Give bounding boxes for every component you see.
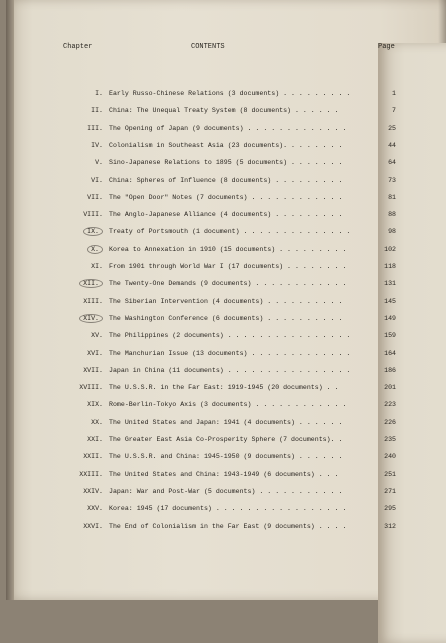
toc-row: [6, 140, 446, 152]
toc-row: [6, 261, 446, 273]
chapter-title: Rome-Berlin-Tokyo Axis (3 documents) . . . . . . . . . . . .: [109, 401, 347, 409]
toc-row: [6, 382, 446, 394]
toc-row: [6, 486, 446, 498]
chapter-title: The Philippines (2 documents) . . . . . . . . . . . . . . . .: [109, 332, 351, 340]
toc-row: [6, 330, 446, 342]
page-number: 251: [384, 470, 396, 478]
page-number: 73: [388, 176, 396, 184]
page-number: 102: [384, 245, 396, 253]
document-page: [6, 0, 446, 600]
chapter-number: XIX.: [87, 401, 103, 409]
page-number: 64: [388, 159, 396, 167]
toc-row: [6, 209, 446, 221]
chapter-column-header: Chapter: [63, 43, 93, 51]
toc-row: [6, 365, 446, 377]
page-number: 226: [384, 418, 396, 426]
chapter-number: VIII.: [83, 211, 103, 219]
toc-row: [6, 399, 446, 411]
chapter-number: XXII.: [83, 453, 103, 461]
chapter-number: XIII.: [83, 297, 103, 305]
toc-row: [6, 226, 446, 238]
chapter-title: The Washington Conference (6 documents) . . . . . . . . . .: [109, 314, 343, 322]
chapter-title: The U.S.S.R. in the Far East: 1919-1945 (20 documents) . .: [109, 384, 339, 392]
chapter-title: Treaty of Portsmouth (1 document) . . . . . . . . . . . . . .: [109, 228, 351, 236]
chapter-title: Japan: War and Post-War (5 documents) . . . . . . . . . . .: [109, 487, 343, 495]
page-number: 81: [388, 193, 396, 201]
page-number: 271: [384, 487, 396, 495]
chapter-number: XXIV.: [83, 487, 103, 495]
page-number: 201: [384, 384, 396, 392]
chapter-title: Early Russo-Chinese Relations (3 documents) . . . . . . . . .: [109, 90, 351, 97]
chapter-title: Korea to Annexation in 1910 (15 documents) . . . . . . . . .: [109, 245, 347, 253]
chapter-number: II.: [91, 107, 103, 115]
chapter-title: Korea: 1945 (17 documents) . . . . . . . . . . . . . . . . .: [109, 505, 347, 513]
toc-row: [6, 434, 446, 446]
toc-row: [6, 88, 446, 100]
contents-title: CONTENTS: [191, 43, 225, 51]
chapter-title: The End of Colonialism in the Far East (9 documents) . . . .: [109, 522, 347, 530]
toc-row: [6, 503, 446, 515]
toc-row: [6, 417, 446, 429]
chapter-number: XXI.: [87, 436, 103, 443]
toc-row: [6, 469, 446, 481]
chapter-number: I.: [95, 90, 103, 97]
chapter-title: China: Spheres of Influence (8 documents) . . . . . . . . .: [109, 176, 343, 184]
chapter-number: III.: [87, 124, 103, 132]
chapter-number: IX.: [43, 226, 103, 238]
toc-row: [6, 296, 446, 308]
toc-row: [6, 521, 446, 533]
chapter-number: V.: [95, 159, 103, 167]
chapter-number: XI.: [91, 263, 103, 270]
chapter-title: The Anglo-Japanese Alliance (4 documents) . . . . . . . . .: [109, 211, 343, 219]
chapter-title: The Twenty-One Demands (9 documents) . . . . . . . . . . . .: [109, 280, 347, 288]
toc-row: [6, 157, 446, 169]
page-number: 223: [384, 401, 396, 409]
chapter-title: China: The Unequal Treaty System (8 documents) . . . . . .: [109, 107, 339, 115]
page-number: 240: [384, 453, 396, 461]
page-number: 44: [388, 141, 396, 149]
page-number: 186: [384, 366, 396, 374]
toc-row: [6, 244, 446, 256]
chapter-title: Sino-Japanese Relations to 1895 (5 documents) . . . . . . .: [109, 159, 343, 167]
chapter-title: The Manchurian Issue (13 documents) . . . . . . . . . . . . .: [109, 349, 351, 357]
chapter-number: XXIII.: [79, 470, 103, 478]
page-number: 98: [388, 228, 396, 236]
page-number: 164: [384, 349, 396, 357]
chapter-number: XVII.: [83, 366, 103, 374]
page-number: 131: [384, 280, 396, 288]
chapter-title: Colonialism in Southeast Asia (23 documents). . . . . . . .: [109, 141, 343, 149]
page-number: 7: [392, 107, 396, 115]
page-column-header: Page: [378, 43, 446, 643]
chapter-number: XII.: [43, 278, 103, 290]
page-number: 1: [392, 90, 396, 97]
toc-row: [6, 123, 446, 135]
page-number: 88: [388, 211, 396, 219]
toc-row: [6, 348, 446, 360]
page-number: 118: [384, 263, 396, 270]
chapter-title: The United States and Japan: 1941 (4 documents) . . . . . .: [109, 418, 343, 426]
chapter-title: The Greater East Asia Co-Prosperity Sphere (7 documents). .: [109, 436, 343, 443]
chapter-number: XIV.: [43, 313, 103, 325]
toc-row: [6, 451, 446, 463]
chapter-number: XXV.: [87, 505, 103, 513]
chapter-number: X.: [43, 244, 103, 256]
page-number: 25: [388, 124, 396, 132]
page-number: 159: [384, 332, 396, 340]
page-number: 295: [384, 505, 396, 513]
page-number: 312: [384, 522, 396, 530]
chapter-title: The Opening of Japan (9 documents) . . . . . . . . . . . . .: [109, 124, 347, 132]
chapter-number: VI.: [91, 176, 103, 184]
chapter-number: XVI.: [87, 349, 103, 357]
chapter-number: VII.: [87, 193, 103, 201]
toc-row: [6, 313, 446, 325]
chapter-title: Japan in China (11 documents) . . . . . . . . . . . . . . . .: [109, 366, 351, 374]
page-number: 235: [384, 436, 396, 443]
toc-row: [6, 105, 446, 117]
toc-row: [6, 175, 446, 187]
chapter-number: XV.: [91, 332, 103, 340]
chapter-title: From 1901 through World War I (17 documents) . . . . . . . .: [109, 263, 347, 270]
chapter-title: The United States and China: 1943-1949 (6 documents) . . .: [109, 470, 339, 478]
chapter-number: IV.: [91, 141, 103, 149]
chapter-title: The U.S.S.R. and China: 1945-1950 (9 documents) . . . . . .: [109, 453, 343, 461]
chapter-title: The "Open Door" Notes (7 documents) . . . . . . . . . . . .: [109, 193, 343, 201]
toc-row: [6, 192, 446, 204]
page-number: 149: [384, 314, 396, 322]
page-number: 145: [384, 297, 396, 305]
chapter-title: The Siberian Intervention (4 documents) . . . . . . . . . .: [109, 297, 343, 305]
toc-row: [6, 278, 446, 290]
chapter-number: XVIII.: [79, 384, 103, 392]
chapter-number: XXVI.: [83, 522, 103, 530]
chapter-number: XX.: [91, 418, 103, 426]
